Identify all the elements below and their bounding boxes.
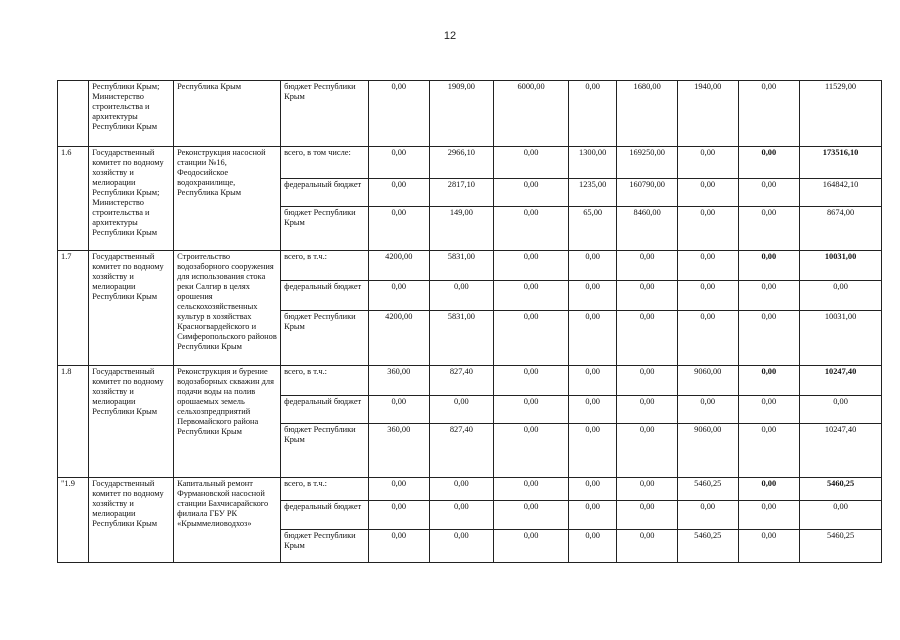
- table-body: [58, 81, 882, 563]
- table-row: [58, 147, 882, 179]
- amount-cell: 0,00: [738, 147, 800, 179]
- amount-cell: 10031,00: [800, 251, 882, 281]
- amount-cell: 5460,25: [800, 530, 882, 563]
- amount-cell: 0,00: [738, 366, 800, 396]
- row-index: 1.8: [58, 366, 89, 478]
- amount-cell: 0,00: [494, 424, 569, 478]
- amount-cell: 0,00: [568, 81, 616, 147]
- amount-cell: 4200,00: [368, 251, 429, 281]
- amount-cell: 0,00: [494, 147, 569, 179]
- project-name: Реконструкция и бурение водозаборных скважин для подачи воды на полив орошаемых земель сельхозпредприятий Первомайского района Республики Крым: [174, 366, 281, 478]
- amount-cell: 173516,10: [800, 147, 882, 179]
- amount-cell: 0,00: [494, 179, 569, 207]
- amount-cell: 0,00: [429, 478, 494, 501]
- project-name: Республика Крым: [174, 81, 281, 147]
- funding-source: федеральный бюджет: [281, 501, 369, 530]
- amount-cell: 5460,25: [800, 478, 882, 501]
- funding-source: всего, в т.ч.:: [281, 366, 369, 396]
- amount-cell: 0,00: [568, 251, 616, 281]
- amount-cell: 160790,00: [617, 179, 678, 207]
- amount-cell: 0,00: [738, 81, 800, 147]
- project-name: Капитальный ремонт Фурмановской насосной станции Бахчисарайского филиала ГБУ РК «Крыммелиоводхоз»: [174, 478, 281, 563]
- amount-cell: 9060,00: [677, 366, 738, 396]
- amount-cell: 0,00: [368, 530, 429, 563]
- amount-cell: 5460,25: [677, 478, 738, 501]
- amount-cell: 0,00: [494, 501, 569, 530]
- amount-cell: 0,00: [617, 311, 678, 366]
- amount-cell: 0,00: [617, 366, 678, 396]
- amount-cell: 10247,40: [800, 424, 882, 478]
- amount-cell: 0,00: [568, 478, 616, 501]
- responsible-organization: Государственный комитет по водному хозяйству и мелиорации Республики Крым: [89, 366, 174, 478]
- amount-cell: 0,00: [617, 530, 678, 563]
- amount-cell: 0,00: [738, 530, 800, 563]
- funding-source: всего, в т.ч.:: [281, 478, 369, 501]
- responsible-organization: Государственный комитет по водному хозяйству и мелиорации Республики Крым: [89, 251, 174, 366]
- table-row: [58, 478, 882, 501]
- amount-cell: 0,00: [738, 179, 800, 207]
- amount-cell: 5460,25: [677, 530, 738, 563]
- responsible-organization: Государственный комитет по водному хозяйству и мелиорации Республики Крым; Министерство строительства и архитектуры Республики Крым: [89, 147, 174, 251]
- amount-cell: 0,00: [677, 207, 738, 251]
- row-index: [58, 81, 89, 147]
- funding-source: бюджет Республики Крым: [281, 424, 369, 478]
- amount-cell: 0,00: [677, 179, 738, 207]
- project-name: Строительство водозаборного сооружения для использования стока реки Салгир в целях орошения сельскохозяйственных культур в хозяйствах Красногвардейского и Симферопольского районов Республики Крым: [174, 251, 281, 366]
- amount-cell: 0,00: [677, 251, 738, 281]
- funding-source: бюджет Республики Крым: [281, 530, 369, 563]
- amount-cell: 0,00: [738, 478, 800, 501]
- amount-cell: 0,00: [738, 207, 800, 251]
- amount-cell: 6000,00: [494, 81, 569, 147]
- amount-cell: 0,00: [568, 311, 616, 366]
- amount-cell: 0,00: [494, 251, 569, 281]
- table-row: [58, 366, 882, 396]
- table-row: [58, 81, 882, 147]
- amount-cell: 0,00: [738, 396, 800, 424]
- funding-source: бюджет Республики Крым: [281, 81, 369, 147]
- amount-cell: 1940,00: [677, 81, 738, 147]
- amount-cell: 2966,10: [429, 147, 494, 179]
- amount-cell: 0,00: [568, 281, 616, 311]
- amount-cell: 0,00: [494, 311, 569, 366]
- amount-cell: 11529,00: [800, 81, 882, 147]
- amount-cell: 0,00: [368, 396, 429, 424]
- amount-cell: 827,40: [429, 366, 494, 396]
- amount-cell: 0,00: [429, 501, 494, 530]
- funding-source: федеральный бюджет: [281, 179, 369, 207]
- amount-cell: 0,00: [617, 281, 678, 311]
- table-row: [58, 251, 882, 281]
- amount-cell: 0,00: [738, 424, 800, 478]
- amount-cell: 4200,00: [368, 311, 429, 366]
- amount-cell: 360,00: [368, 424, 429, 478]
- amount-cell: 827,40: [429, 424, 494, 478]
- amount-cell: 360,00: [368, 366, 429, 396]
- amount-cell: 0,00: [568, 366, 616, 396]
- amount-cell: 5831,00: [429, 311, 494, 366]
- funding-source: всего, в том числе:: [281, 147, 369, 179]
- amount-cell: 2817,10: [429, 179, 494, 207]
- amount-cell: 0,00: [677, 396, 738, 424]
- amount-cell: 0,00: [800, 396, 882, 424]
- funding-source: бюджет Республики Крым: [281, 311, 369, 366]
- amount-cell: 164842,10: [800, 179, 882, 207]
- funding-source: федеральный бюджет: [281, 281, 369, 311]
- amount-cell: 1909,00: [429, 81, 494, 147]
- amount-cell: 0,00: [494, 366, 569, 396]
- row-index: 1.7: [58, 251, 89, 366]
- amount-cell: 1680,00: [617, 81, 678, 147]
- amount-cell: 0,00: [617, 478, 678, 501]
- amount-cell: 0,00: [617, 396, 678, 424]
- amount-cell: 0,00: [677, 281, 738, 311]
- amount-cell: 5831,00: [429, 251, 494, 281]
- amount-cell: 0,00: [368, 281, 429, 311]
- amount-cell: 0,00: [617, 251, 678, 281]
- amount-cell: 0,00: [494, 478, 569, 501]
- amount-cell: 0,00: [494, 530, 569, 563]
- amount-cell: 0,00: [368, 478, 429, 501]
- amount-cell: 10247,40: [800, 366, 882, 396]
- amount-cell: 0,00: [677, 147, 738, 179]
- amount-cell: 0,00: [738, 311, 800, 366]
- budget-table: [57, 80, 882, 563]
- amount-cell: 0,00: [368, 179, 429, 207]
- amount-cell: 0,00: [617, 424, 678, 478]
- amount-cell: 0,00: [368, 81, 429, 147]
- amount-cell: 0,00: [494, 396, 569, 424]
- amount-cell: 149,00: [429, 207, 494, 251]
- row-index: "1.9: [58, 478, 89, 563]
- amount-cell: 9060,00: [677, 424, 738, 478]
- amount-cell: 0,00: [368, 501, 429, 530]
- project-name: Реконструкция насосной станции №16, Феодосийское водохранилище, Республика Крым: [174, 147, 281, 251]
- amount-cell: 0,00: [568, 396, 616, 424]
- amount-cell: 0,00: [738, 501, 800, 530]
- responsible-organization: Государственный комитет по водному хозяйству и мелиорации Республики Крым: [89, 478, 174, 563]
- amount-cell: 0,00: [368, 207, 429, 251]
- amount-cell: 0,00: [429, 530, 494, 563]
- amount-cell: 0,00: [800, 281, 882, 311]
- amount-cell: 10031,00: [800, 311, 882, 366]
- row-index: 1.6: [58, 147, 89, 251]
- amount-cell: 8674,00: [800, 207, 882, 251]
- funding-source: всего, в т.ч.:: [281, 251, 369, 281]
- amount-cell: 0,00: [568, 530, 616, 563]
- amount-cell: 0,00: [677, 311, 738, 366]
- amount-cell: 0,00: [429, 281, 494, 311]
- amount-cell: 0,00: [617, 501, 678, 530]
- amount-cell: 0,00: [738, 251, 800, 281]
- amount-cell: 0,00: [568, 501, 616, 530]
- funding-source: бюджет Республики Крым: [281, 207, 369, 251]
- amount-cell: 0,00: [800, 501, 882, 530]
- amount-cell: 65,00: [568, 207, 616, 251]
- amount-cell: 0,00: [738, 281, 800, 311]
- amount-cell: 0,00: [429, 396, 494, 424]
- amount-cell: 0,00: [568, 424, 616, 478]
- page-number: 12: [443, 30, 457, 42]
- amount-cell: 8460,00: [617, 207, 678, 251]
- amount-cell: 0,00: [368, 147, 429, 179]
- funding-source: федеральный бюджет: [281, 396, 369, 424]
- amount-cell: 0,00: [677, 501, 738, 530]
- amount-cell: 0,00: [494, 207, 569, 251]
- amount-cell: 169250,00: [617, 147, 678, 179]
- amount-cell: 0,00: [494, 281, 569, 311]
- amount-cell: 1235,00: [568, 179, 616, 207]
- amount-cell: 1300,00: [568, 147, 616, 179]
- responsible-organization: Республики Крым; Министерство строительства и архитектуры Республики Крым: [89, 81, 174, 147]
